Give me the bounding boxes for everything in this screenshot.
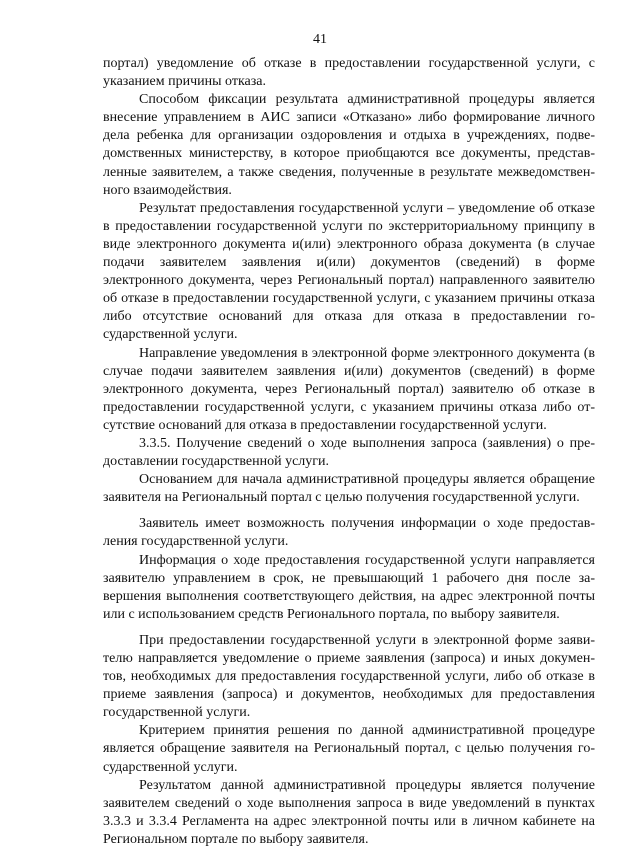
paragraph-5: 3.3.5. Получение сведений о ходе выполнения запроса (заявления) о предоставлении государственной услуги. xyxy=(103,435,595,470)
paragraph-2: Способом фиксации результата административной процедуры является внесение управлением в АИС записи «Отказано» либо формирование личного дела ребенка для организации оздоровления и отдыха в учреждениях, подведомственных министерству, в которое приобщаются все документы, представленные заявителем, а также сведения, полученные в результате межведомственного взаимодействия. xyxy=(103,92,595,198)
paragraph-3: Результат предоставления государственной услуги – уведомление об отказе в предоставлении государственной услуги по экстерриториальному принципу в виде электронного документа и(или) электронного образа документа (в случае подачи заявителем заявления и(или) документов (сведений) в форме электронного документа, через Региональный портал) направленного заявителю об отказе в предоставлении государственной услуги, с указанием причины отказа либо отсутствие оснований для отказа для отказа в предоставлении государственной услуги. xyxy=(103,200,595,343)
paragraph-9: При предоставлении государственной услуги в электронной форме заявителю направляется уведомление о приеме заявления (запроса) и иных документов, необходимых для предоставления государственной услуги, либо об отказе в приеме заявления (запроса) и документов, необходимых для предоставления государственной услуги. xyxy=(103,632,595,721)
paragraph-1: портал) уведомление об отказе в предоставлении государственной услуги, с указанием причины отказа. xyxy=(103,56,595,90)
page-number: 41 xyxy=(313,32,327,47)
paragraph-4: Направление уведомления в электронной форме электронного документа (в случае подачи заявителем заявления и(или) документов (сведений) в форме электронного документа, через Региональный портал) заявителю об отказе в предоставлении государственной услуги, с указанием причины отказа либо отсутствие оснований для отказа в предоставлении государственной услуги. xyxy=(103,345,595,433)
paragraph-10: Критерием принятия решения по данной административной процедуре является обращение заявителя на Региональный портал, с целью получения государственной услуги. xyxy=(103,723,595,775)
paragraph-6: Основанием для начала административной процедуры является обращение заявителя на Региональный портал с целью получения государственной услуги. xyxy=(103,472,595,506)
page-body xyxy=(103,55,595,849)
paragraph-8: Информация о ходе предоставления государственной услуги направляется заявителю управлением в срок, не превышающий 1 рабочего дня после завершения выполнения соответствующего действия, на адрес электронной почты или с использованием средств Регионального портала, по выбору заявителя. xyxy=(103,552,595,622)
paragraph-11: Результатом данной административной процедуры является получение заявителем сведений о ходе выполнения запроса в виде уведомлений в пунктах 3.3.3 и 3.3.4 Регламента на адрес электронной почты или в личном кабинете на Региональном портале по выбору заявителя. xyxy=(103,777,595,847)
paragraph-7: Заявитель имеет возможность получения информации о ходе предоставления государственной услуги. xyxy=(103,516,595,550)
